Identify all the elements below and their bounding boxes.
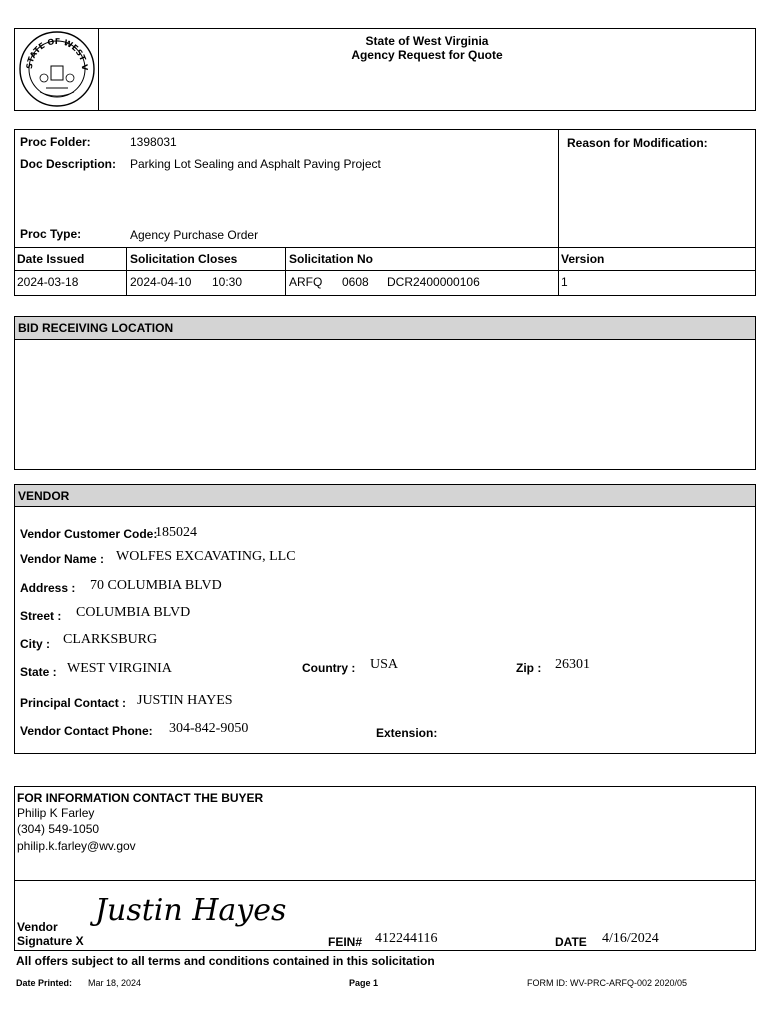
date-issued-header: Date Issued	[17, 252, 85, 266]
date-printed-label: Date Printed:	[16, 978, 73, 988]
svg-text:STATE OF WEST VIRGINIA	[18, 30, 89, 71]
doc-description-label: Doc Description:	[20, 157, 117, 171]
street-value: COLUMBIA BLVD	[76, 605, 191, 620]
principal-contact-label: Principal Contact :	[20, 696, 127, 710]
state-value: WEST VIRGINIA	[67, 661, 172, 676]
address-label: Address :	[20, 581, 76, 595]
version-value: 1	[561, 275, 568, 289]
fein-value: 412244116	[375, 931, 438, 946]
solicitation-closes-date: 2024-04-10	[130, 275, 192, 289]
version-header: Version	[561, 252, 605, 266]
buyer-email: philip.k.farley@wv.gov	[17, 839, 136, 853]
vendor-title: VENDOR	[15, 485, 755, 507]
buyer-signature-divider	[14, 880, 756, 881]
seal-text: STATE OF WEST V	[24, 36, 90, 71]
vendor-contact-phone-value: 304-842-9050	[169, 721, 249, 736]
zip-value: 26301	[555, 657, 590, 672]
vendor-contact-phone-label: Vendor Contact Phone:	[20, 724, 153, 738]
proc-folder-value: 1398031	[130, 135, 177, 149]
header-state: State of West Virginia	[365, 34, 489, 48]
date-printed-value: Mar 18, 2024	[88, 978, 142, 988]
vendor-customer-code-label: Vendor Customer Code:	[20, 527, 158, 541]
zip-label: Zip :	[516, 661, 542, 675]
solicitation-closes-header: Solicitation Closes	[130, 252, 238, 266]
header-title: Agency Request for Quote	[351, 48, 503, 62]
extension-label: Extension:	[376, 726, 438, 740]
country-value: USA	[370, 657, 399, 672]
state-seal-logo	[18, 30, 96, 108]
solicitation-no-header: Solicitation No	[289, 252, 373, 266]
form-id: FORM ID: WV-PRC-ARFQ-002 2020/05	[527, 978, 688, 988]
page-number: Page 1	[349, 978, 379, 988]
proc-type-label: Proc Type:	[20, 227, 82, 241]
vendor-handwritten-signature: Justin Hayes	[95, 893, 287, 928]
date-label: DATE	[555, 935, 587, 949]
city-value: CLARKSBURG	[63, 632, 158, 647]
solicitation-number: DCR2400000106	[387, 275, 480, 289]
solicitation-type: ARFQ	[289, 275, 323, 289]
principal-contact-value: JUSTIN HAYES	[137, 693, 233, 708]
doc-description-value: Parking Lot Sealing and Asphalt Paving Project	[130, 157, 381, 171]
solicitation-closes-time: 10:30	[212, 275, 243, 289]
buyer-phone: (304) 549-1050	[17, 822, 100, 836]
proc-folder-label: Proc Folder:	[20, 135, 91, 149]
date-issued-value: 2024-03-18	[17, 275, 79, 289]
fein-label: FEIN#	[328, 935, 363, 949]
terms-statement: All offers subject to all terms and conditions contained in this solicitation	[16, 954, 435, 968]
vendor-signature-label-line1: Vendor	[17, 920, 58, 934]
date-value: 4/16/2024	[602, 931, 659, 946]
buyer-info-title: FOR INFORMATION CONTACT THE BUYER	[17, 791, 264, 805]
dates-col-divider-1	[126, 247, 127, 296]
proc-type-value: Agency Purchase Order	[130, 228, 259, 242]
vendor-name-label: Vendor Name :	[20, 552, 105, 566]
solicitation-agency: 0608	[342, 275, 369, 289]
country-label: Country :	[302, 661, 356, 675]
state-label: State :	[20, 665, 57, 679]
dates-col-divider-2	[285, 247, 286, 296]
street-label: Street :	[20, 609, 62, 623]
buyer-name: Philip K Farley	[17, 806, 95, 820]
vendor-customer-code-value: 185024	[155, 525, 197, 540]
bid-receiving-title: BID RECEIVING LOCATION	[15, 317, 755, 340]
address-value: 70 COLUMBIA BLVD	[90, 578, 222, 593]
vendor-name-value: WOLFES EXCAVATING, LLC	[116, 549, 296, 564]
vendor-signature-label-line2: Signature X	[17, 934, 84, 948]
reason-for-modification-label: Reason for Modification:	[567, 136, 708, 150]
city-label: City :	[20, 637, 50, 651]
